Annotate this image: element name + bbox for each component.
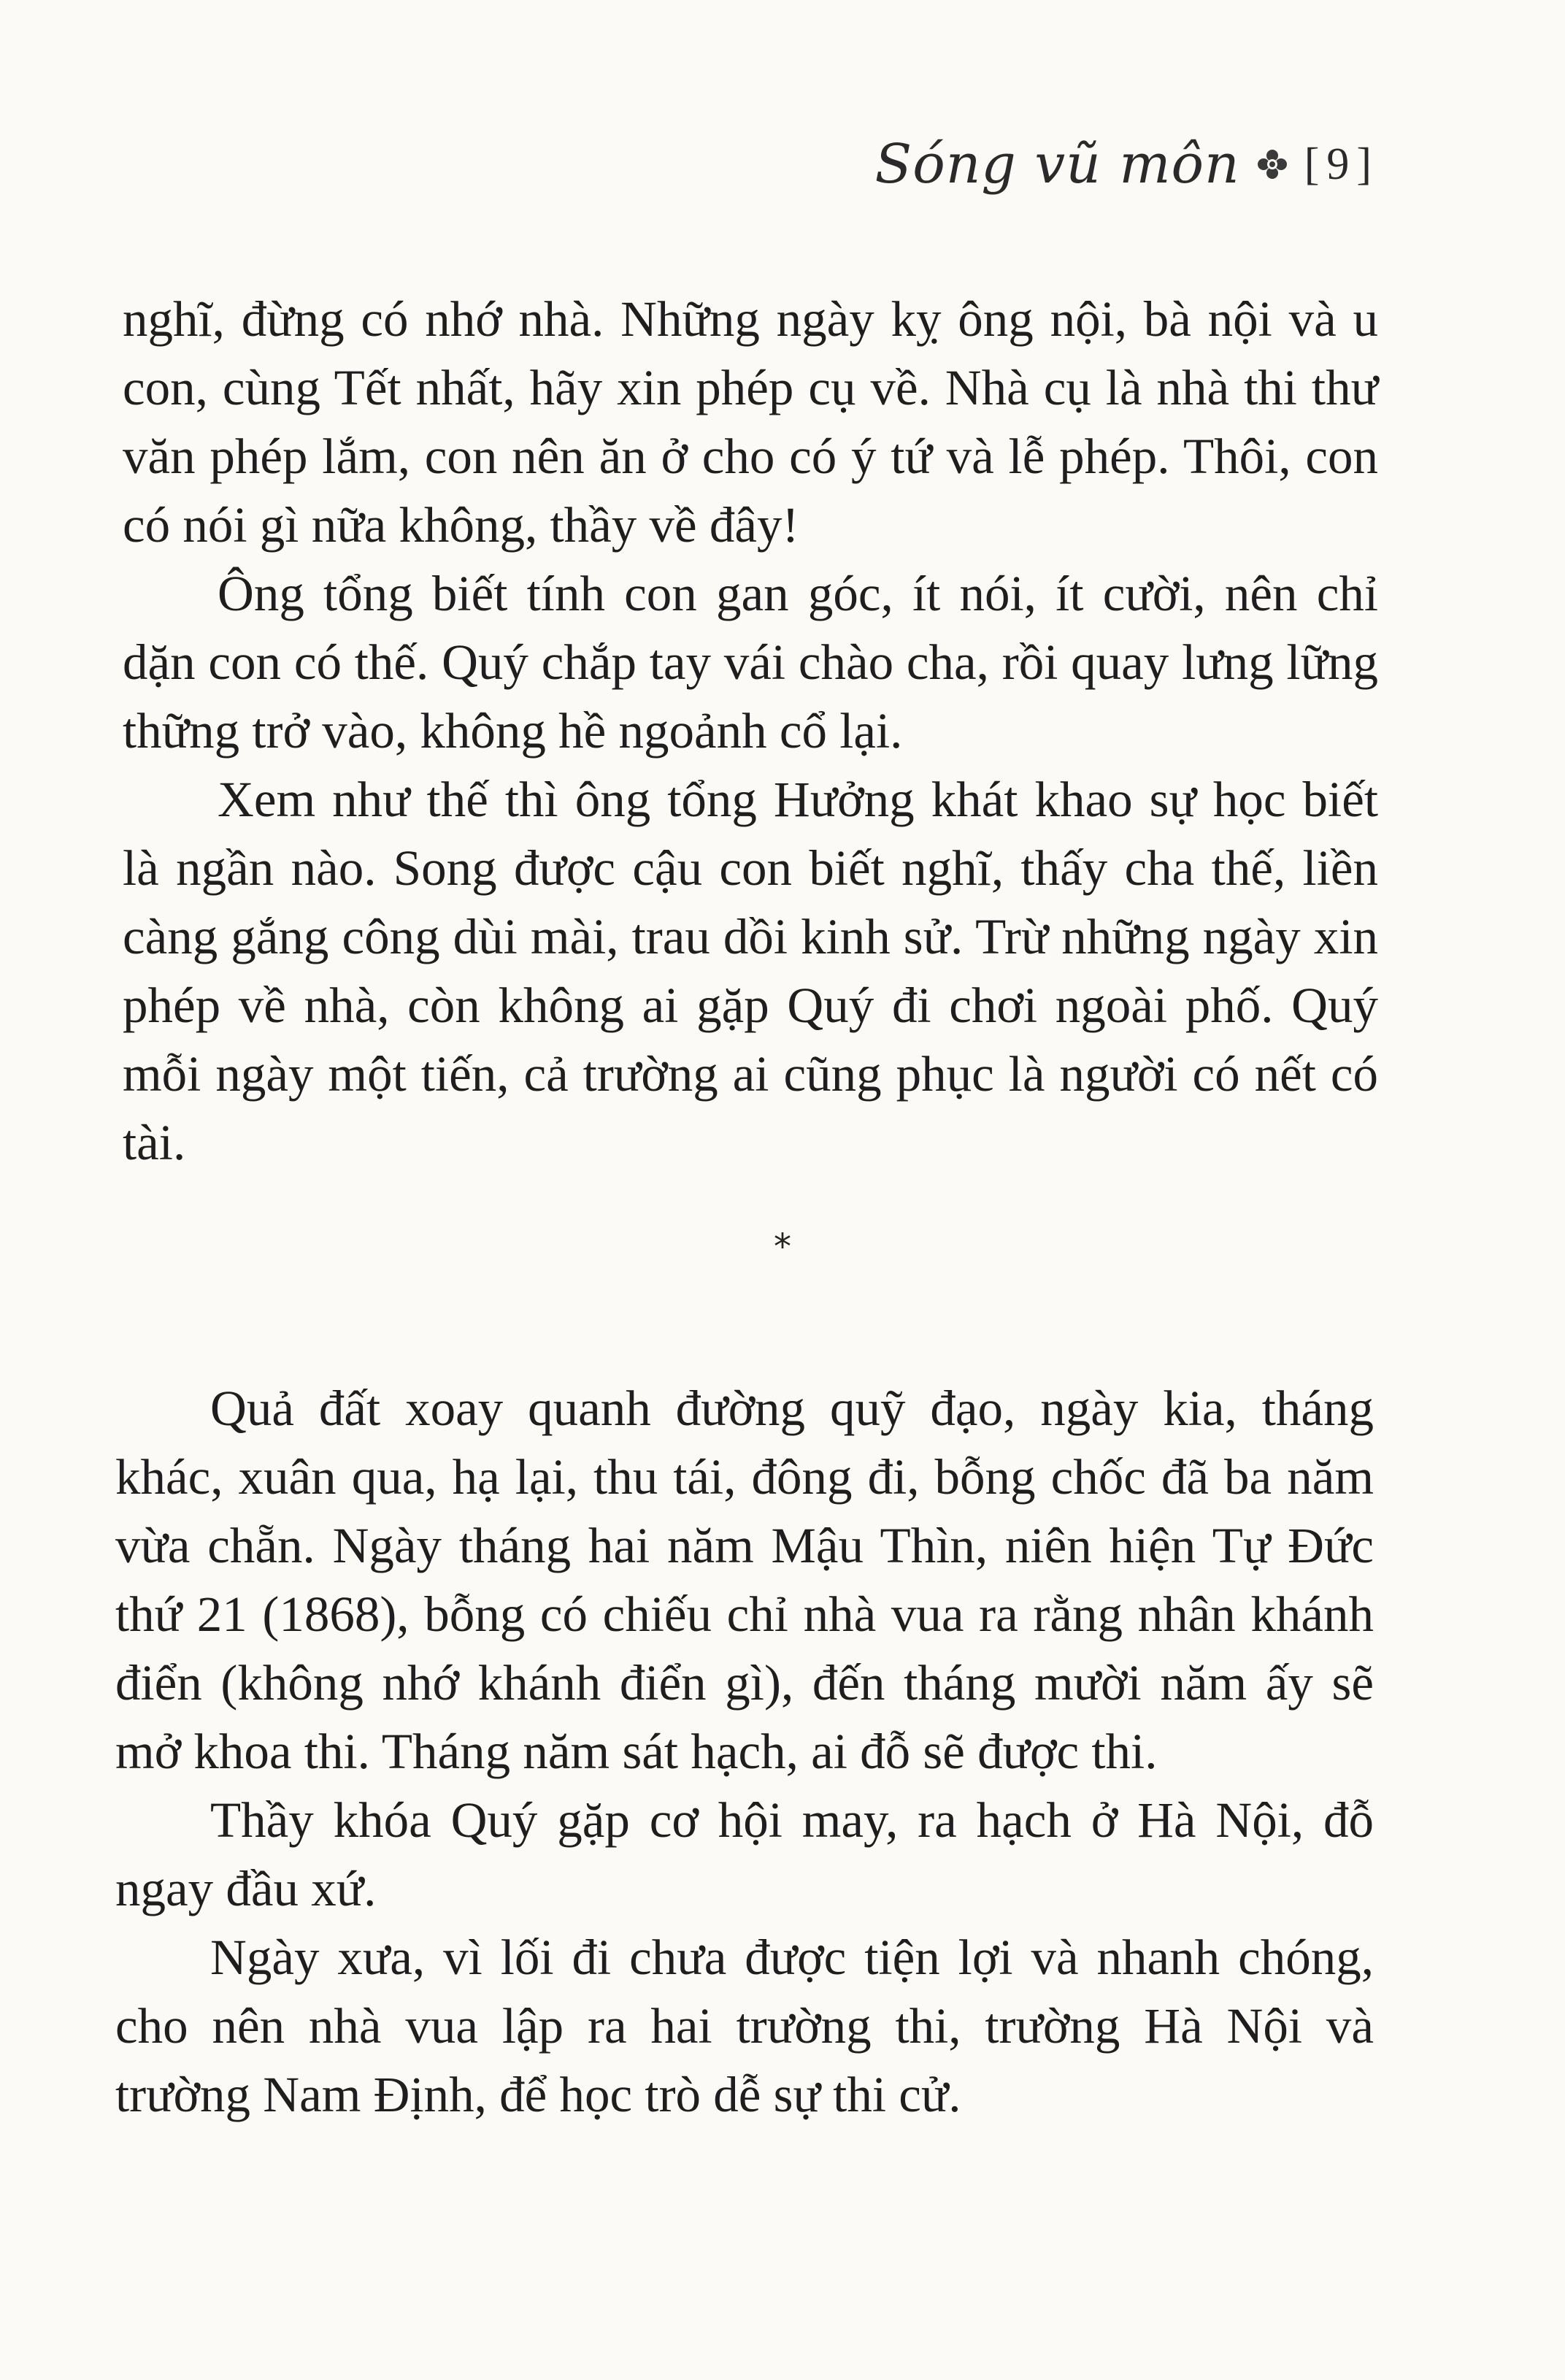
flower-ornament-icon [1256, 148, 1288, 180]
paragraph: Thầy khóa Quý gặp cơ hội may, ra hạch ở Hà Nội, đỗ ngay đầu xứ. [115, 1792, 1374, 1916]
running-header [875, 124, 1379, 204]
paragraph-continued: nghĩ, đừng có nhớ nhà. Những ngày kỵ ông nội, bà nội và u con, cùng Tết nhất, hãy xin phép cụ về. Nhà cụ là nhà thi thư văn phép lắm, con nên ăn ở cho có ý tứ và lễ phép. Thôi, con có nói gì nữa không, thầy về đây! [123, 291, 1378, 553]
text-section-1 [123, 285, 1378, 1177]
paragraph: Ngày xưa, vì lối đi chưa được tiện lợi và nhanh chóng, cho nên nhà vua lập ra hai trường thi, trường Hà Nội và trường Nam Định, để học trò dễ sự thi cử. [115, 1930, 1374, 2122]
section-separator: * [774, 1227, 791, 1267]
paragraph: Ông tổng biết tính con gan góc, ít nói, ít cười, nên chỉ dặn con có thế. Quý chắp tay vái chào cha, rồi quay lưng lững thững trở vào, không hề ngoảnh cổ lại. [123, 566, 1378, 759]
paragraph: Xem như thế thì ông tổng Hưởng khát khao sự học biết là ngần nào. Song được cậu con biết nghĩ, thấy cha thế, liền càng gắng công dùi mài, trau dồi kinh sử. Trừ những ngày xin phép về nhà, còn không ai gặp Quý đi chơi ngoài phố. Quý mỗi ngày một tiến, cả trường ai cũng phục là người có nết có tài. [123, 772, 1378, 1170]
running-title: Sóng vũ môn [874, 133, 1240, 196]
page-number: [9] [1304, 139, 1379, 189]
text-section-2 [115, 1374, 1374, 2129]
paragraph: Quả đất xoay quanh đường quỹ đạo, ngày kia, tháng khác, xuân qua, hạ lại, thu tái, đông đi, bỗng chốc đã ba năm vừa chẵn. Ngày tháng hai năm Mậu Thìn, niên hiện Tự Đức thứ 21 (1868), bỗng có chiếu chỉ nhà vua ra rằng nhân khánh điển (không nhớ khánh điển gì), đến tháng mười năm ấy sẽ mở khoa thi. Tháng năm sát hạch, ai đỗ sẽ được thi. [115, 1381, 1374, 1779]
